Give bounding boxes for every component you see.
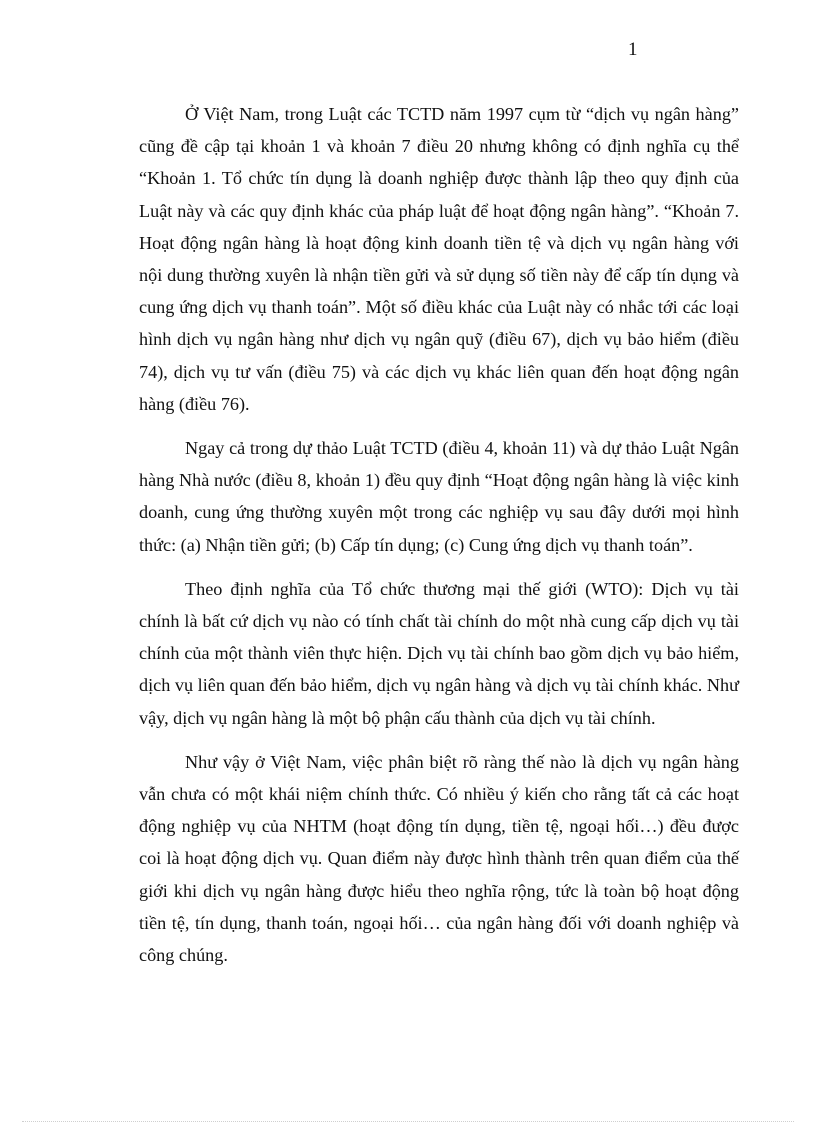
page-bottom-divider [22,1121,794,1122]
paragraph-draft-law: Ngay cả trong dự thảo Luật TCTD (điều 4, khoản 11) và dự thảo Luật Ngân hàng Nhà nước (điều 8, khoản 1) đều quy định “Hoạt động ngân hàng là việc kinh doanh, cung ứng thường xuyên một trong các nghiệp vụ sau đây dưới mọi hình thức: (a) Nhận tiền gửi; (b) Cấp tín dụng; (c) Cung ứng dịch vụ thanh toán”. [139,438,739,555]
paragraph-vietnam-concept: Như vậy ở Việt Nam, việc phân biệt rõ ràng thế nào là dịch vụ ngân hàng vẫn chưa có một khái niệm chính thức. Có nhiều ý kiến cho rằng tất cả các hoạt động nghiệp vụ của NHTM (hoạt động tín dụng, tiền tệ, ngoại hối…) đều được coi là hoạt động dịch vụ. Quan điểm này được hình thành trên quan điểm của thế giới khi dịch vụ ngân hàng được hiểu theo nghĩa rộng, tức là toàn bộ hoạt động tiền tệ, tín dụng, thanh toán, ngoại hối… của ngân hàng đối với doanh nghiệp và công chúng. [139,751,739,966]
paragraph-wto-definition: Theo định nghĩa của Tổ chức thương mại thế giới (WTO): Dịch vụ tài chính là bất cứ dịch vụ nào có tính chất tài chính do một nhà cung cấp dịch vụ tài chính của một thành viên thực hiện. Dịch vụ tài chính bao gồm dịch vụ bảo hiểm, dịch vụ liên quan đến bảo hiểm, dịch vụ ngân hàng và dịch vụ tài chính khác. Như vậy, dịch vụ ngân hàng là một bộ phận cấu thành của dịch vụ tài chính. [139,578,739,728]
paragraph-legal-definition: Ở Việt Nam, trong Luật các TCTD năm 1997 cụm từ “dịch vụ ngân hàng” cũng đề cập tại khoản 1 và khoản 7 điều 20 nhưng không có định nghĩa cụ thể “Khoản 1. Tổ chức tín dụng là doanh nghiệp được thành lập theo quy định của Luật này và các quy định khác của pháp luật để hoạt động ngân hàng”. “Khoản 7. Hoạt động ngân hàng là hoạt động kinh doanh tiền tệ và dịch vụ ngân hàng với nội dung thường xuyên là nhận tiền gửi và sử dụng số tiền này để cấp tín dụng và cung ứng dịch vụ thanh toán”. Một số điều khác của Luật này có nhắc tới các loại hình dịch vụ ngân hàng như dịch vụ ngân quỹ (điều 67), dịch vụ bảo hiểm (điều 74), dịch vụ tư vấn (điều 75) và các dịch vụ khác liên quan đến hoạt động ngân hàng (điều 76). [139,104,739,414]
page-number: 1 [628,39,638,60]
document-body [139,98,739,983]
